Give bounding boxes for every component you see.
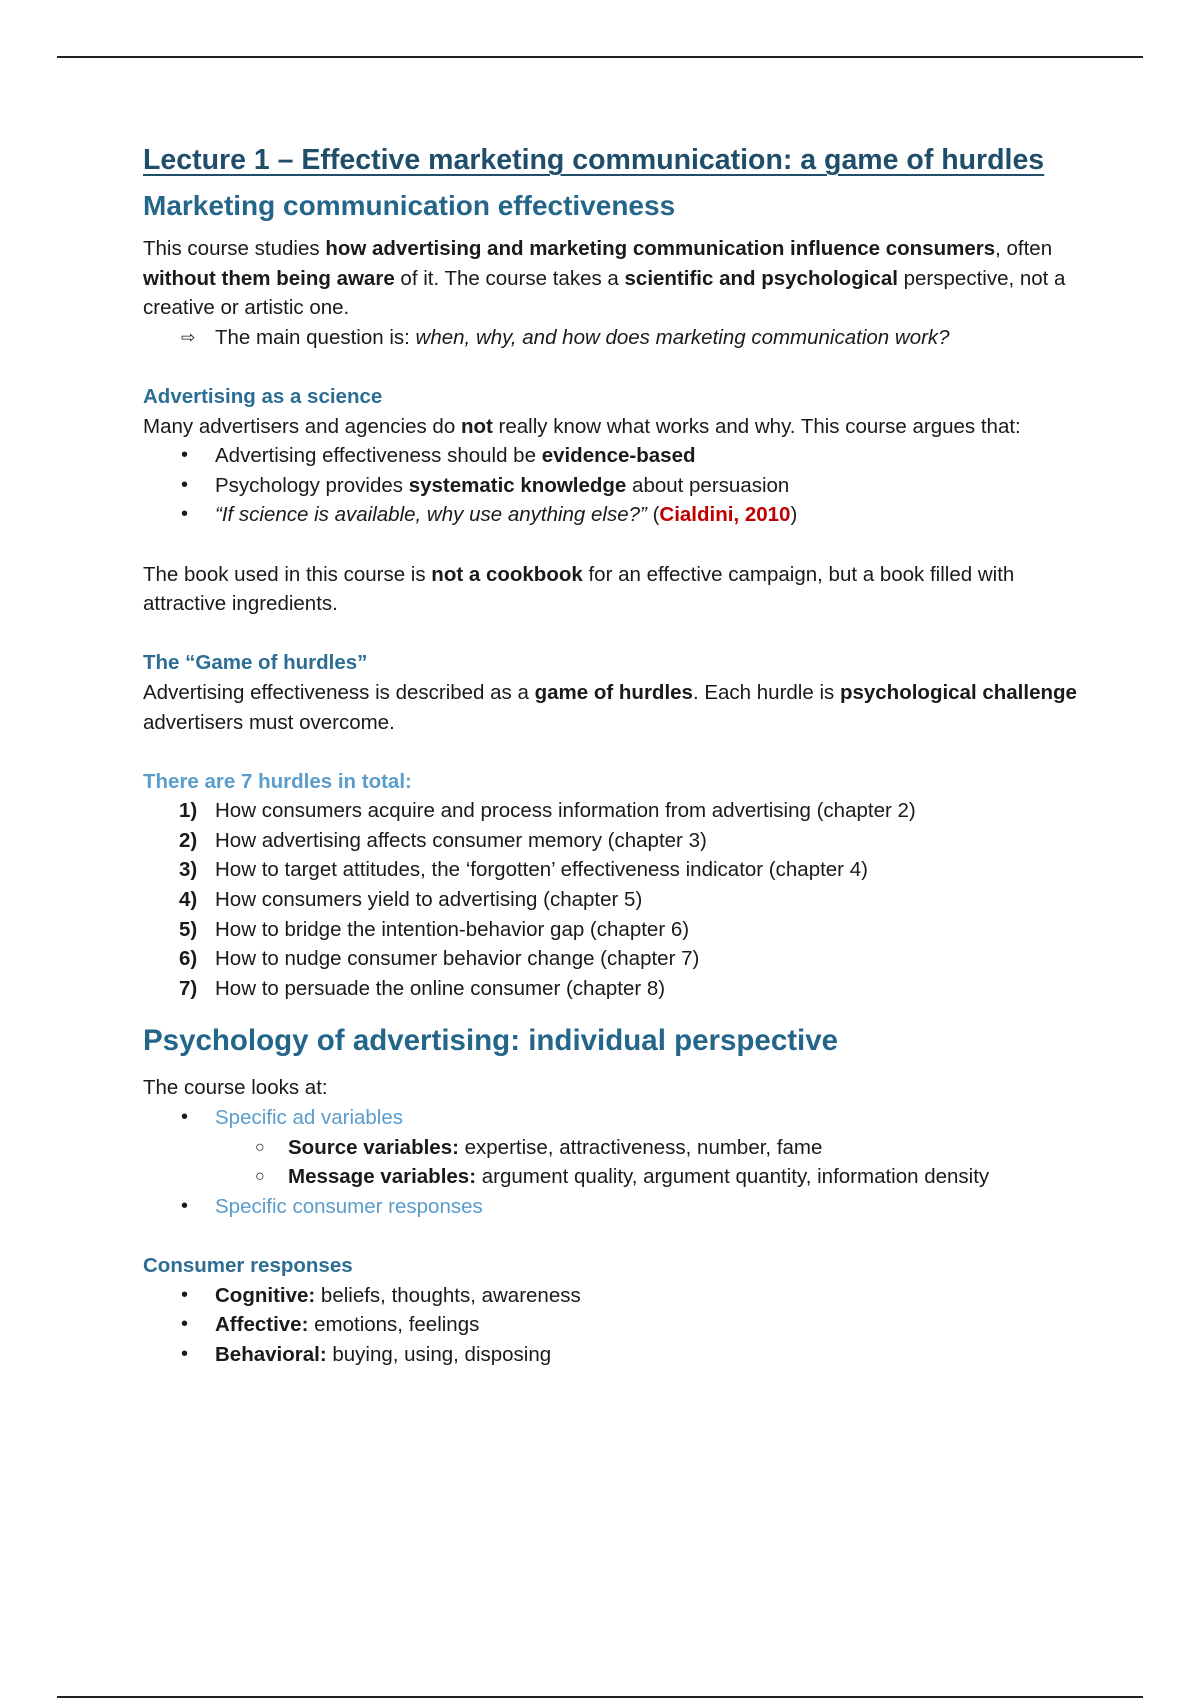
list-item: • Behavioral: buying, using, disposing: [143, 1340, 1083, 1370]
section-heading-psychology: Psychology of advertising: individual perspective: [143, 1024, 839, 1058]
list-item: • Cognitive: beliefs, thoughts, awareness: [143, 1281, 1083, 1311]
list-item: [143, 1192, 1083, 1222]
bullet-icon: •: [181, 1313, 189, 1336]
list-item-quote: • “If science is available, why use anything else?” (Cialdini, 2010): [143, 500, 1083, 530]
bullet-icon: •: [181, 473, 189, 496]
document-body: [143, 140, 1083, 1369]
consumer-responses-label: Specific consumer responses: [215, 1194, 483, 1218]
list-item: • Affective: emotions, feelings: [143, 1310, 1083, 1340]
bullet-icon: •: [181, 1283, 189, 1306]
ad-variables-sublist: [215, 1133, 1083, 1192]
list-item: • Advertising effectiveness should be evidence-based: [143, 441, 1083, 471]
subheading-hurdles-total: There are 7 hurdles in total:: [143, 769, 412, 793]
subheading-science: Advertising as a science: [143, 384, 383, 408]
ad-variables-label: Specific ad variables: [215, 1106, 404, 1130]
list-item: 1) How consumers acquire and process information from advertising (chapter 2): [179, 799, 916, 823]
list-item: 5) How to bridge the intention-behavior gap (chapter 6): [179, 917, 690, 941]
list-item: 3) How to target attitudes, the ‘forgotten’ effectiveness indicator (chapter 4): [179, 858, 868, 882]
bullet-icon: •: [181, 1106, 189, 1129]
hollow-bullet-icon: ○: [255, 1168, 265, 1186]
list-item: 2) How advertising affects consumer memory (chapter 3): [179, 828, 707, 852]
list-item: • Psychology provides systematic knowledge about persuasion: [143, 471, 1083, 501]
bullet-icon: •: [181, 1342, 189, 1365]
bullet-icon: •: [181, 444, 189, 467]
list-item: 4) How consumers yield to advertising (chapter 5): [179, 888, 643, 912]
list-item: 6) How to nudge consumer behavior change (chapter 7): [179, 947, 700, 971]
game-paragraph: Advertising effectiveness is described as a game of hurdles. Each hurdle is psychological challenge advertisers must overcome.: [143, 680, 1077, 734]
bullet-icon: •: [181, 1194, 189, 1217]
science-paragraph: Many advertisers and agencies do not really know what works and why. This course argues that:: [143, 414, 1021, 438]
list-item: ○ Message variables: argument quality, argument quantity, information density: [143, 1162, 1083, 1192]
header-rule: [57, 56, 1143, 58]
list-item: [143, 1103, 1083, 1192]
science-bullet-list: [143, 441, 1083, 530]
bullet-icon: •: [181, 503, 189, 526]
main-question: ⇨ The main question is: when, why, and how does marketing communication work?: [143, 323, 1083, 353]
arrow-right-icon: ⇨: [181, 327, 196, 347]
hurdles-list: [143, 796, 1083, 1003]
page-title: Lecture 1 – Effective marketing communication: a game of hurdles: [143, 144, 1045, 176]
responses-bullet-list: [143, 1281, 1083, 1370]
footer-rule: [57, 1696, 1143, 1698]
section-heading-effectiveness: Marketing communication effectiveness: [143, 190, 676, 221]
psychology-bullet-list: [143, 1103, 1083, 1221]
book-paragraph: The book used in this course is not a cookbook for an effective campaign, but a book filled with attractive ingredients.: [143, 562, 1015, 616]
hollow-bullet-icon: ○: [255, 1138, 265, 1156]
citation: Cialdini, 2010: [659, 503, 791, 527]
intro-paragraph: This course studies how advertising and marketing communication influence consumers, often without them being aware of it. The course takes a scientific and psychological perspective, not a creative or artistic one.: [143, 237, 1066, 320]
list-item: ○ Source variables: expertise, attractiveness, number, fame: [143, 1133, 1083, 1163]
list-item: 7) How to persuade the online consumer (chapter 8): [179, 976, 666, 1000]
subheading-game-of-hurdles: The “Game of hurdles”: [143, 651, 368, 675]
psychology-intro: The course looks at:: [143, 1076, 328, 1100]
subheading-consumer-responses: Consumer responses: [143, 1254, 353, 1277]
